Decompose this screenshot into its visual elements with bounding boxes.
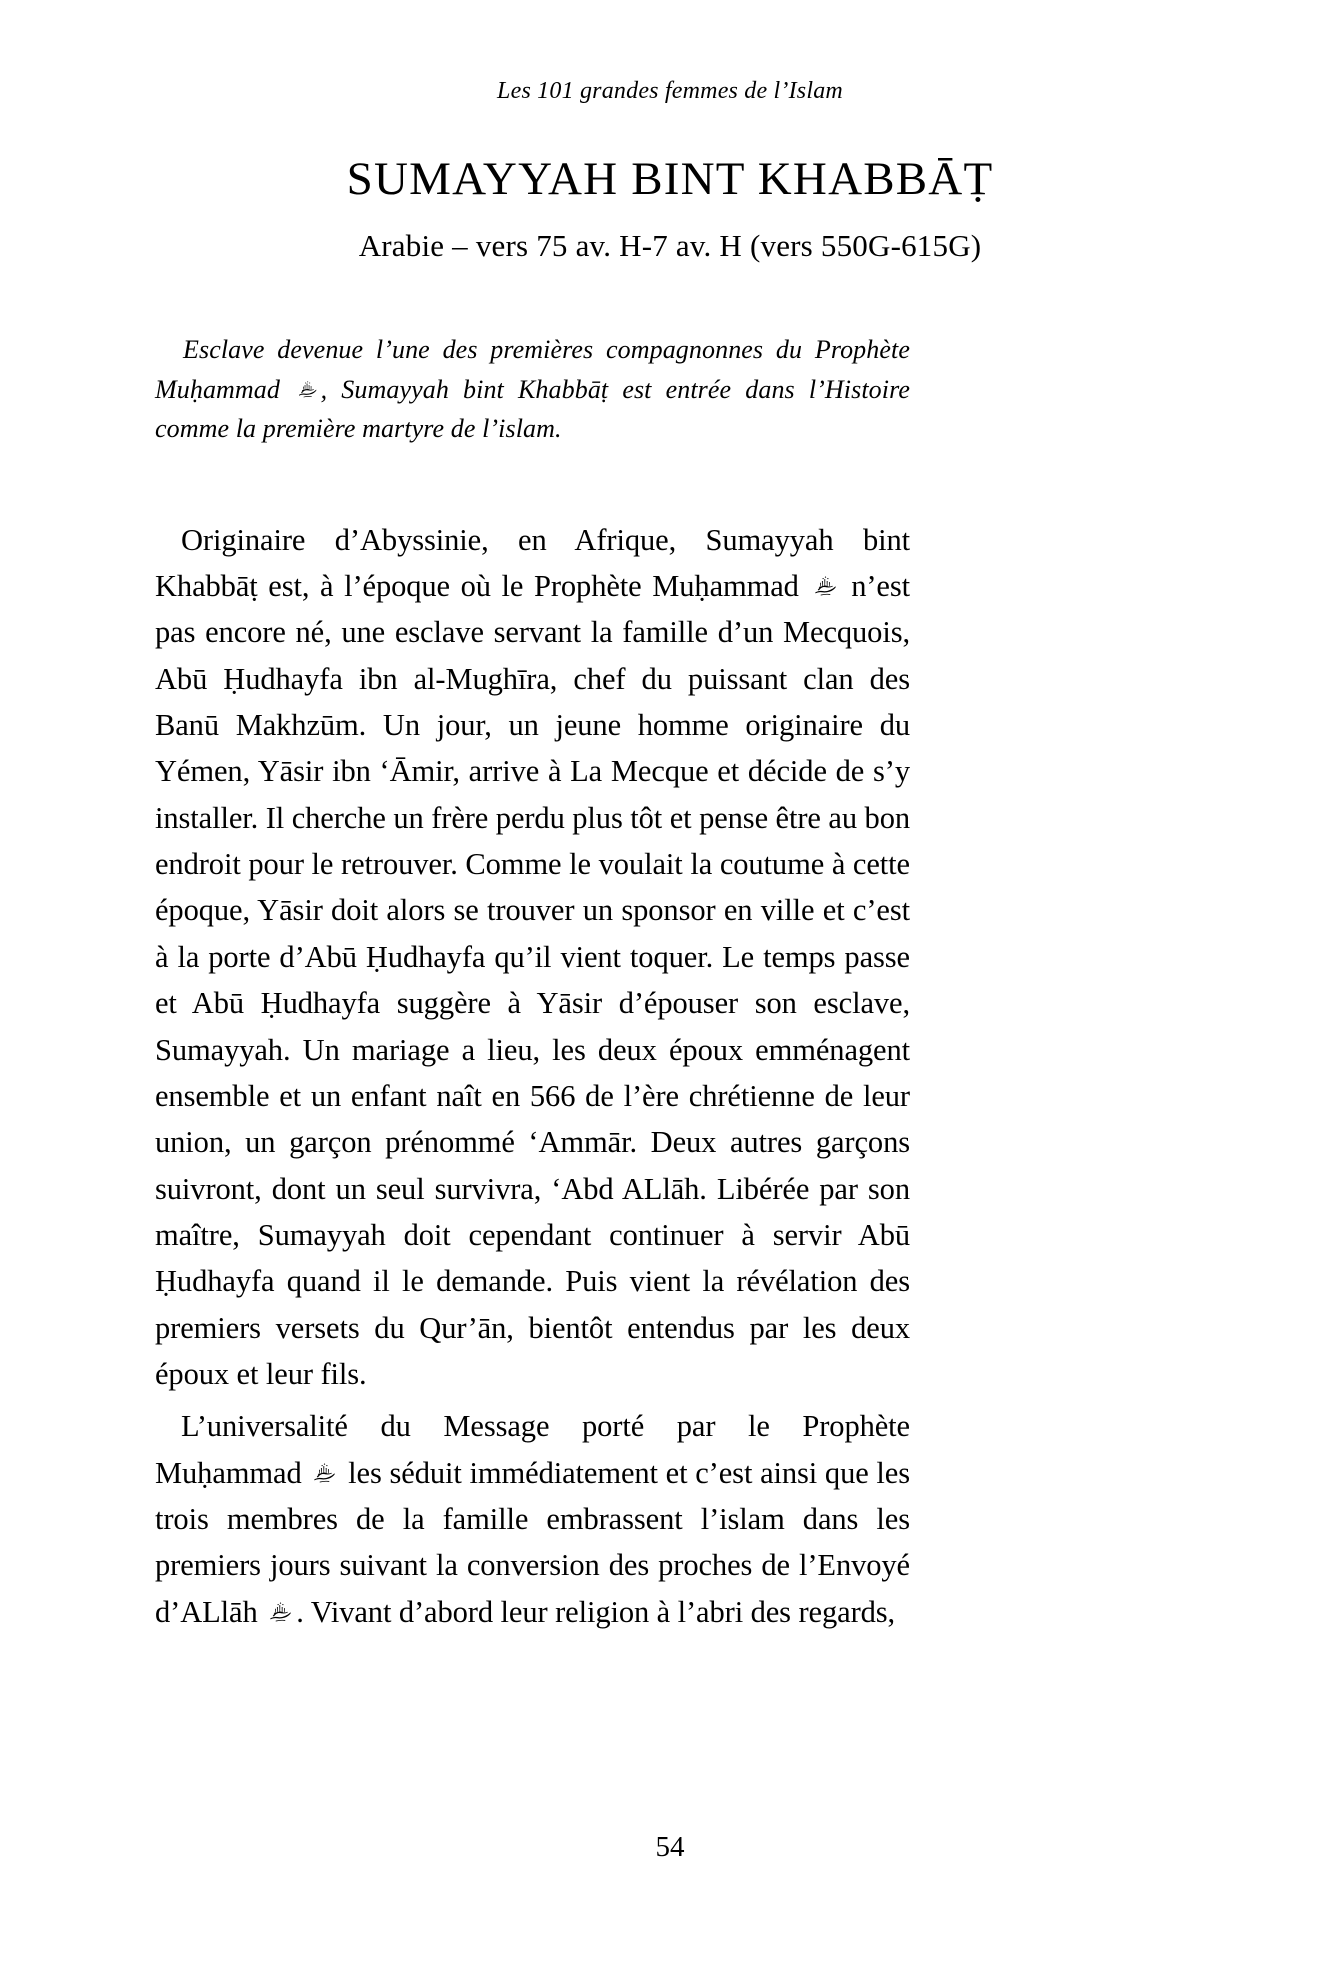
conversion-text-part-2: les séduit immédiatement et c’est ainsi que les trois membres de la famille embrassent l’islam dans les premiers jours suivant la conversion des proches de l’Envoyé d’ALlāh [155,1455,910,1629]
origins-text-part-2: n’est pas encore né, une esclave servant la famille d’un Mecquois, Abū Ḥudhayfa ibn al-Mughīra, chef du puissant clan des Banū Makhzūm. Un jour, un jeune homme originaire du Yémen, Yāsir ibn ʻĀmir, arrive à La Mecque et décide de s’y installer. Il cherche un frère perdu plus tôt et pense être au bon endroit pour le retrouver. Comme le voulait la coutume à cette époque, Yāsir doit alors se trouver un sponsor en ville et c’est à la porte d’Abū Ḥudhayfa qu’il vient toquer. Le temps passe et Abū Ḥudhayfa suggère à Yāsir d’épouser son esclave, Sumayyah. Un mariage a lieu, les deux époux emménagent ensemble et un enfant naît en 566 de l’ère chrétienne de leur union, un garçon prénommé ʻAmmār. Deux autres garçons suivront, dont un seul survivra, ʻAbd ALlāh. Libérée par son maître, Sumayyah doit cependant continuer à servir Abū Ḥudhayfa quand il le demande. Puis vient la révélation des premiers versets du Qur’ān, bientôt entendus par les deux époux et leur fils. [155,568,910,1392]
lede-text-part-1: Esclave devenue l’une des premières compagnonnes du Prophète Muḥammad [155,335,910,404]
conversion-text-part-3: . Vivant d’abord leur religion à l’abri des regards, [296,1594,896,1629]
chapter-subtitle: Arabie – vers 75 av. H-7 av. H (vers 550G-615G) [358,228,982,264]
chapter-title: SUMAYYAH BINT KHABBĀṬ [346,153,994,205]
text-column [155,330,910,1635]
salawat-icon [813,575,838,599]
chapter-title-block [0,152,1340,264]
salawat-icon [268,1601,293,1625]
body-paragraph-origins [155,517,910,1398]
lede-text-part-2: , Sumayyah bint Khabbāṭ est entrée dans l’Histoire comme la première martyre de l’islam. [155,374,910,444]
lede-paragraph [155,330,910,449]
page-number: 54 [655,1831,685,1863]
origins-text-part-1: Originaire d’Abyssinie, en Afrique, Sumayyah bint Khabbāṭ est, à l’époque où le Prophète Muḥammad [155,522,910,603]
running-head: Les 101 grandes femmes de l’Islam [497,78,843,104]
salawat-icon [312,1462,337,1486]
salawat-icon [297,380,318,400]
conversion-text-part-1: L’universalité du Message porté par le Prophète Muḥammad [155,1409,910,1490]
body-paragraph-conversion [155,1403,910,1635]
